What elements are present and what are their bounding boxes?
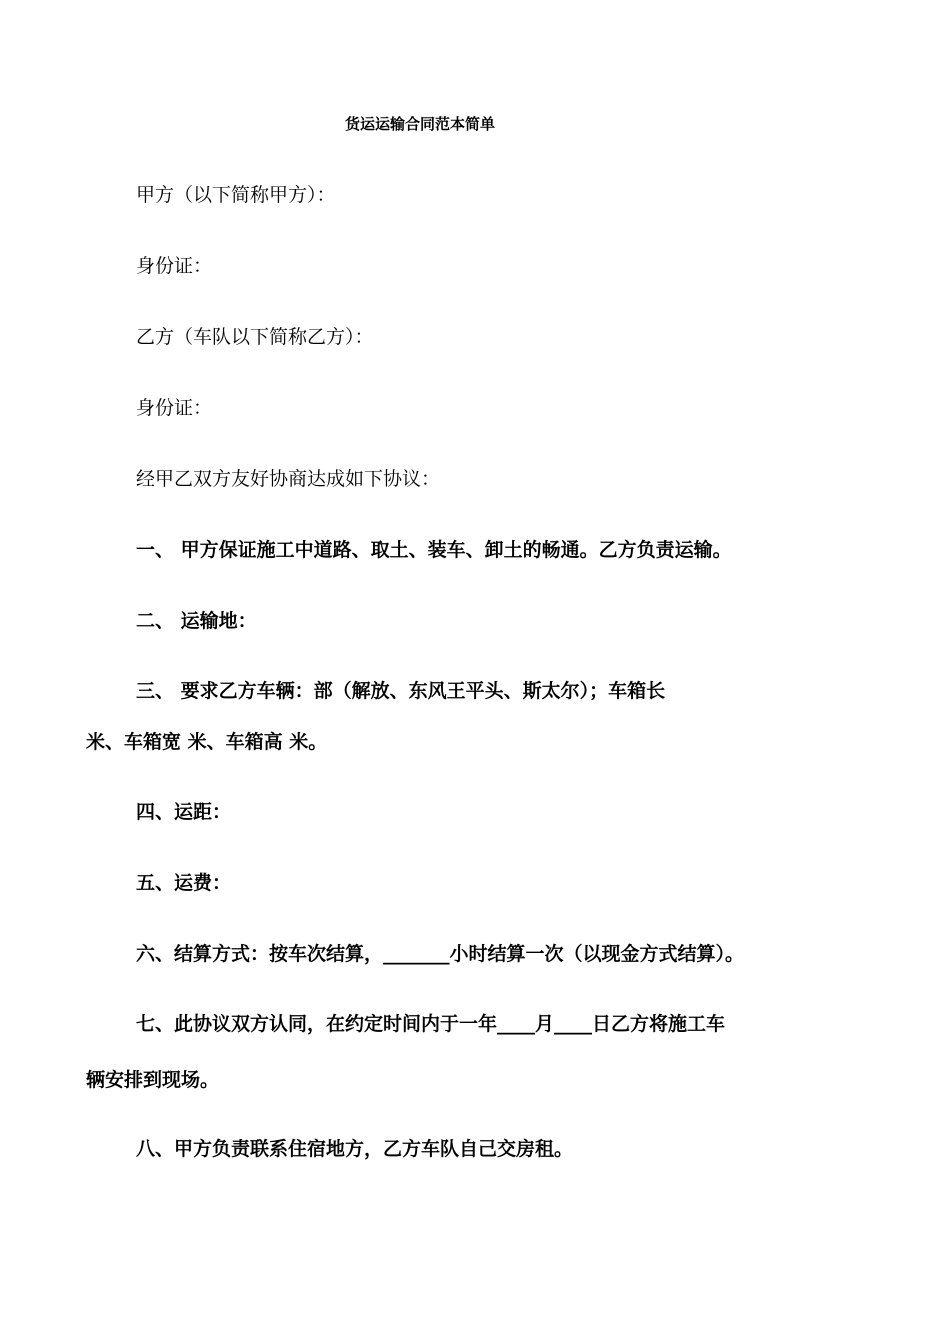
party-a-line: 甲方（以下简称甲方）： xyxy=(136,184,336,206)
clause-3-line-2: 米、车箱宽 米、车箱高 米。 xyxy=(86,731,328,753)
clause-2: 二、 运输地： xyxy=(136,610,257,632)
clause-7-line-1: 七、此协议双方认同，在约定时间内于一年____月____日乙方将施工车 xyxy=(136,1013,726,1035)
clause-6: 六、结算方式：按车次结算，_______小时结算一次（以现金方式结算）。 xyxy=(136,943,745,965)
clause-3-line-1: 三、 要求乙方车辆：部（解放、东风王平头、斯太尔）；车箱长 xyxy=(136,680,666,702)
clause-1: 一、 甲方保证施工中道路、取土、装车、卸土的畅通。乙方负责运输。 xyxy=(136,539,732,561)
clause-4: 四、运距： xyxy=(136,801,232,823)
party-b-id-line: 身份证： xyxy=(136,397,213,419)
clause-5: 五、运费： xyxy=(136,872,232,894)
clause-8: 八、甲方负责联系住宿地方，乙方车队自己交房租。 xyxy=(136,1138,574,1160)
party-b-line: 乙方（车队以下简称乙方）： xyxy=(136,326,374,348)
clause-7-line-2: 辆安排到现场。 xyxy=(86,1069,220,1091)
intro-line: 经甲乙双方友好协商达成如下协议： xyxy=(136,468,441,490)
party-a-id-line: 身份证： xyxy=(136,255,213,277)
document-title: 货运运输合同范本简单 xyxy=(344,115,495,133)
